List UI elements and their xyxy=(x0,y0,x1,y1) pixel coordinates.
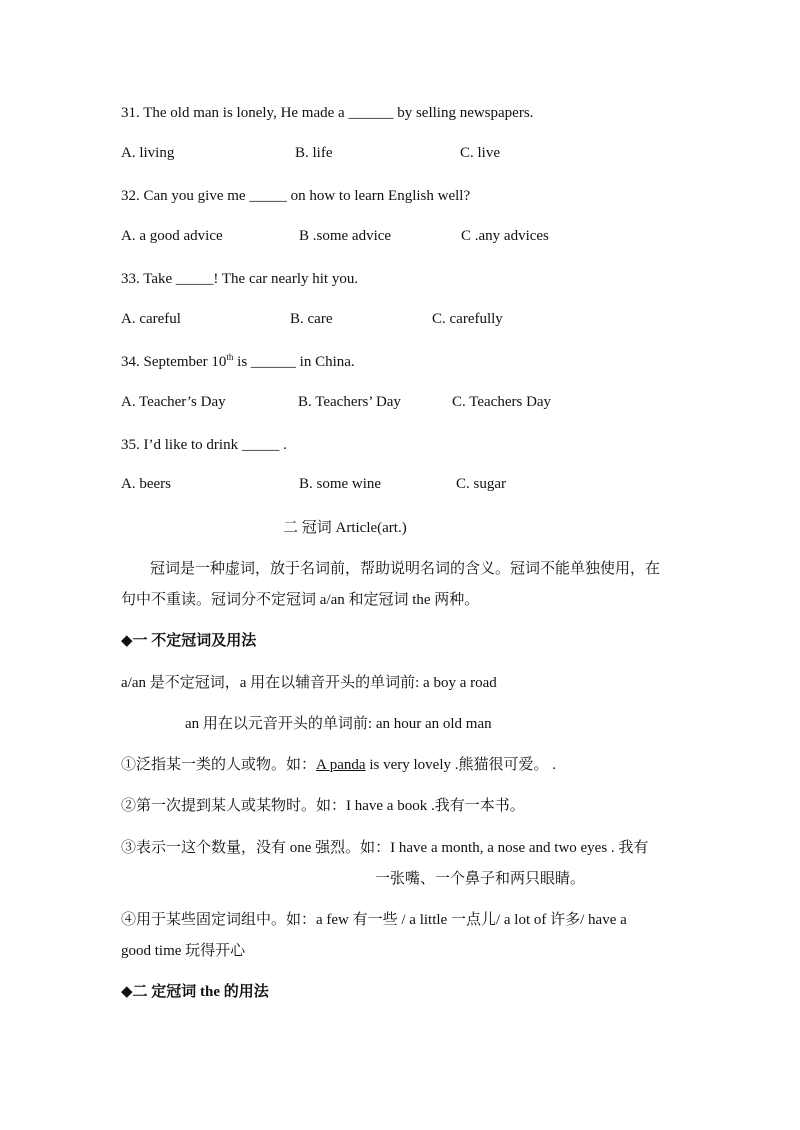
intro-paragraph-line-1: 冠词是一种虚词，放于名词前，帮助说明名词的含义。冠词不能单独使用，在 xyxy=(150,561,661,577)
indefinite-an-usage: an 用在以元音开头的单词前: an hour an old man xyxy=(185,716,492,732)
usage-point-4-line-1: ④用于某些固定词组中。如：a few 有一些 / a little 一点儿/ a lot of 许多/ have a xyxy=(121,912,627,928)
section-title: 二 冠词 Article(art.) xyxy=(283,520,407,536)
question-34-stem-start: 34. September 10 xyxy=(121,354,227,370)
question-33-option-c: C. carefully xyxy=(432,311,503,327)
question-31-option-c: C. live xyxy=(460,145,500,161)
question-35-option-a: A. beers xyxy=(121,476,171,492)
heading-definite-article: ◆二 定冠词 the 的用法 xyxy=(121,984,269,1000)
usage-1-lead: ①泛指某一类的人或物。如： xyxy=(121,757,317,773)
usage-point-3-line-2: 一张嘴、一个鼻子和两只眼睛。 xyxy=(375,871,586,887)
usage-point-1 xyxy=(121,755,556,775)
question-32-option-a: A. a good advice xyxy=(121,228,223,244)
question-31-stem: 31. The old man is lonely, He made a ______ by selling newspapers. xyxy=(121,105,534,121)
question-34-option-b: B. Teachers’ Day xyxy=(298,394,401,410)
question-33-option-a: A. careful xyxy=(121,311,181,327)
question-32-option-b: B .some advice xyxy=(299,228,392,244)
question-33-stem: 33. Take _____! The car nearly hit you. xyxy=(121,271,359,287)
ordinal-suffix: th xyxy=(226,352,234,362)
question-35-option-b: B. some wine xyxy=(299,476,382,492)
usage-point-3-line-1: ③表示一这个数量，没有 one 强烈。如：I have a month, a nose and two eyes . 我有 xyxy=(121,840,649,856)
usage-1-underlined-example: A panda xyxy=(316,757,366,773)
question-33-option-b: B. care xyxy=(290,311,333,327)
usage-1-rest: is very lovely .熊猫很可爱。 . xyxy=(365,757,556,773)
heading-indefinite-article: ◆一 不定冠词及用法 xyxy=(121,633,257,649)
question-34-stem xyxy=(121,352,355,372)
question-31-option-a: A. living xyxy=(121,145,175,161)
question-34-stem-end: is ______ in China. xyxy=(233,354,355,370)
usage-point-2: ②第一次提到某人或某物时。如：I have a book .我有一本书。 xyxy=(121,798,525,814)
usage-point-4-line-2: good time 玩得开心 xyxy=(121,943,246,959)
question-35-option-c: C. sugar xyxy=(456,476,506,492)
question-32-option-c: C .any advices xyxy=(461,228,549,244)
indefinite-a-usage: a/an 是不定冠词，a 用在以辅音开头的单词前: a boy a road xyxy=(121,675,497,691)
question-34-option-c: C. Teachers Day xyxy=(452,394,552,410)
question-31-option-b: B. life xyxy=(295,145,333,161)
intro-paragraph-line-2: 句中不重读。冠词分不定冠词 a/an 和定冠词 the 两种。 xyxy=(121,592,480,608)
question-34-option-a: A. Teacher’s Day xyxy=(121,394,226,410)
question-35-stem: 35. I’d like to drink _____ . xyxy=(121,437,287,453)
question-32-stem: 32. Can you give me _____ on how to learn English well? xyxy=(121,188,471,204)
